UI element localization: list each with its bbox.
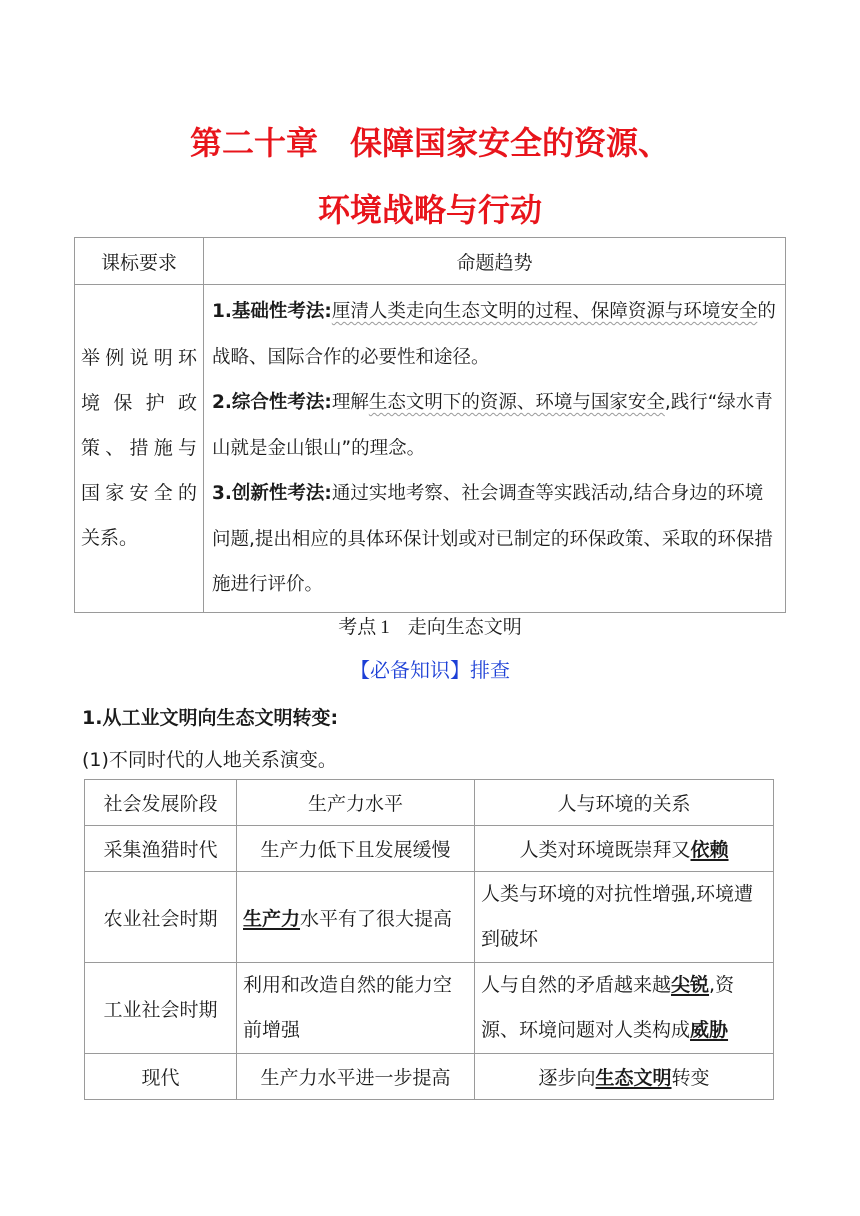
header-requirement: 课标要求 [75, 238, 204, 285]
relation-key-term: 威胁 [690, 1019, 729, 1041]
relation-key-term: 生态文明 [595, 1067, 672, 1089]
subsection-heading: (1)不同时代的人地关系演变。 [82, 749, 337, 771]
productivity-key-term: 生产力 [243, 907, 301, 930]
trend-label: 2.综合性考法: [212, 392, 332, 413]
table-header-row [85, 780, 774, 826]
requirement-line: 举例说明环 [81, 346, 197, 369]
relation-cell [475, 963, 774, 1054]
human-environment-table [84, 779, 774, 1100]
exam-point-label: 考点 [338, 616, 377, 638]
requirement-line: 关系。 [81, 526, 139, 549]
trend-item [212, 380, 779, 471]
productivity-text: 水平有了很大提高 [300, 907, 453, 930]
table-row [85, 1054, 774, 1100]
relation-key-term: 尖锐 [671, 974, 710, 996]
table-row [85, 872, 774, 963]
relation-text: ,资源、环境问题对人类构成 [481, 974, 735, 1041]
required-knowledge-heading: 【必备知识】排查 [350, 658, 510, 682]
productivity-cell [237, 872, 475, 963]
trend-text: 理解 [331, 392, 369, 413]
requirement-line: 境 保 护 政 [81, 391, 197, 414]
curriculum-table-header [75, 238, 786, 285]
trend-key-text: 厘清人类走向生态文明的过程、保障资源与环境安全 [331, 301, 758, 322]
relation-text: 人与自然的矛盾越来越 [481, 974, 672, 996]
chapter-title-line-1: 第二十章 保障国家安全的资源、 [189, 124, 670, 162]
table-row [85, 963, 774, 1054]
relation-text: 转变 [671, 1067, 710, 1089]
trend-text: 通过实地考察、社会调查等实践活动,结合身边的环境问题,提出相应的具体环保计划或对已制定的环保政策、采取的环保措施进行评价。 [212, 483, 773, 595]
trend-item [212, 471, 779, 608]
productivity-cell: 利用和改造自然的能力空前增强 [237, 963, 475, 1054]
requirement-line: 策、措施与 [81, 436, 197, 459]
stage-cell: 工业社会时期 [85, 963, 237, 1054]
productivity-cell: 生产力水平进一步提高 [237, 1054, 475, 1100]
trend-item [212, 289, 779, 380]
header-relation: 人与环境的关系 [475, 780, 774, 826]
table-row [85, 826, 774, 872]
exam-point-number: 1 [380, 617, 390, 638]
trend-label: 1.基础性考法: [212, 301, 332, 322]
trend-key-text: 生态文明下的资源、环境与国家安全 [368, 392, 665, 413]
stage-cell: 采集渔猎时代 [85, 826, 237, 872]
curriculum-table-row [75, 285, 786, 613]
relation-cell: 人类与环境的对抗性增强,环境遭到破坏 [475, 872, 774, 963]
relation-cell [475, 1054, 774, 1100]
header-productivity: 生产力水平 [237, 780, 475, 826]
exam-point-name: 走向生态文明 [407, 616, 522, 638]
relation-text: 人类对环境既崇拜又 [519, 839, 691, 861]
exam-point-heading [0, 612, 860, 639]
trend-label: 3.创新性考法: [212, 483, 332, 504]
trend-text: ,践行“绿水青山就是金山银山”的理念。 [212, 392, 773, 459]
relation-key-term: 依赖 [690, 839, 729, 861]
stage-cell: 农业社会时期 [85, 872, 237, 963]
requirement-cell [75, 285, 204, 613]
relation-text: 逐步向 [538, 1067, 596, 1089]
chapter-title-line-2: 环境战略与行动 [317, 191, 542, 229]
header-stage: 社会发展阶段 [85, 780, 237, 826]
curriculum-table [74, 237, 786, 613]
section-heading: 1.从工业文明向生态文明转变: [82, 707, 339, 729]
stage-cell: 现代 [85, 1054, 237, 1100]
requirement-line: 国家安全的 [81, 481, 197, 504]
productivity-cell: 生产力低下且发展缓慢 [237, 826, 475, 872]
trend-cell [204, 285, 786, 613]
relation-cell [475, 826, 774, 872]
trend-text: 的战略、国际合作的必要性和途径。 [212, 301, 776, 368]
header-trend: 命题趋势 [204, 238, 786, 285]
